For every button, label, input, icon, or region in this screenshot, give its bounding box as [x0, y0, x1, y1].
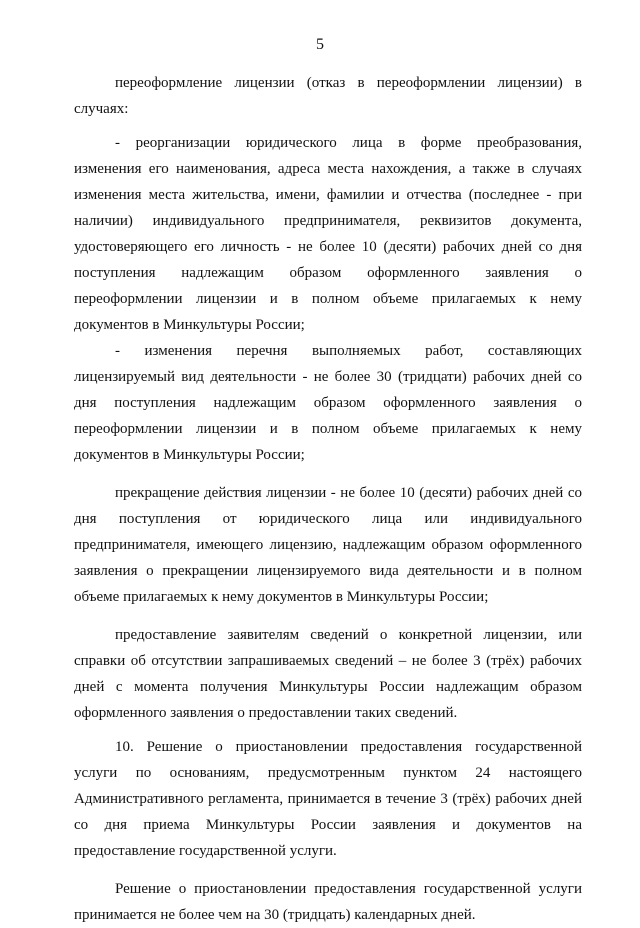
paragraph-license-termination: прекращение действия лицензии - не более 10 (десяти) рабочих дней со дня поступления от юридического лица или индивидуального предпринимателя, имеющего лицензию, надлежащим образом оформленного заявления о прекращении лицензируемого вида деятельности и в полном объеме прилагаемых к нему документов в Минкультуры России;: [74, 485, 582, 605]
paragraph-suspension-duration: Решение о приостановлении предоставления государственной услуги принимается не более чем на 30 (тридцать) календарных дней.: [74, 881, 582, 923]
paragraph-reorganization: - реорганизации юридического лица в форме преобразования, изменения его наименования, адреса места нахождения, а также в случаях изменения места жительства, имени, фамилии и отчества (последнее - при наличии) индивидуального предпринимателя, реквизитов документа, удостоверяющего его личность - не более 10 (десяти) рабочих дней со дня поступления надлежащим образом оформленного заявления о переоформлении лицензии и в полном объеме прилагаемых к нему документов в Минкультуры России;: [74, 135, 582, 333]
document-body: [74, 70, 582, 928]
paragraph-license-information: предоставление заявителям сведений о конкретной лицензии, или справки об отсутствии запрашиваемых сведений – не более 3 (трёх) рабочих дней с момента получения Минкультуры России надлежащим образом оформленного заявления о предоставлении таких сведений.: [74, 627, 582, 721]
paragraph-work-list-change: - изменения перечня выполняемых работ, составляющих лицензируемый вид деятельности - не более 30 (тридцати) рабочих дней со дня поступления надлежащим образом оформленного заявления о переоформлении лицензии и в полном объеме прилагаемых к нему документов в Минкультуры России;: [74, 343, 582, 463]
paragraph-license-reissue-intro: переоформление лицензии (отказ в переоформлении лицензии) в случаях:: [74, 75, 582, 117]
paragraph-suspension-decision: 10. Решение о приостановлении предоставления государственной услуги по основаниям, предусмотренным пунктом 24 настоящего Административного регламента, принимается в течение 3 (трёх) рабочих дней со дня приема Минкультуры России заявления и документов на предоставление государственной услуги.: [74, 739, 582, 859]
page-number: 5: [316, 36, 324, 53]
